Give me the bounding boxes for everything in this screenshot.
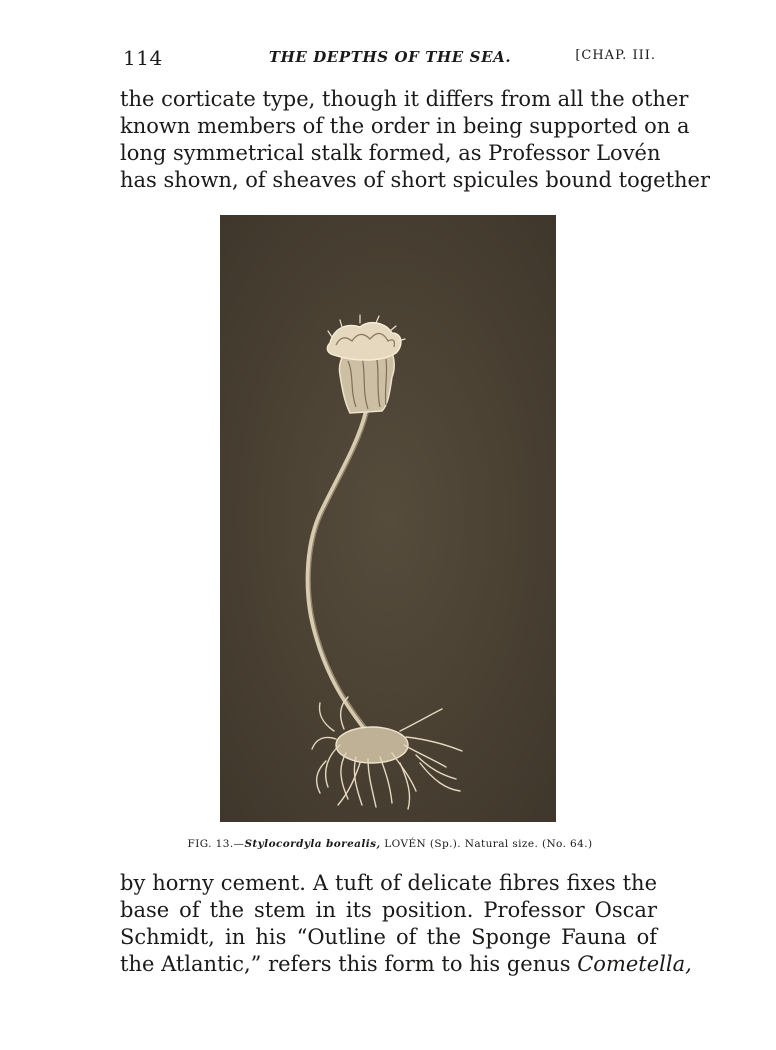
text-line: has shown, of sheaves of short spicules bound together (120, 168, 711, 192)
text-line: known members of the order in being supported on a (120, 114, 690, 138)
text-line: long symmetrical stalk formed, as Professor Lovén (120, 141, 661, 165)
sponge-engraving (220, 215, 556, 822)
text-line: base of the stem in its position. Professor Oscar (120, 898, 657, 922)
caption-species: Stylocordyla borealis, (244, 838, 381, 850)
text-line-content: the Atlantic,” refers this form to his genus (120, 952, 571, 976)
text-line (120, 951, 692, 978)
chapter-label: [CHAP. III. (575, 48, 656, 63)
page-number: 114 (123, 46, 163, 70)
paragraph-bottom (120, 870, 692, 978)
figure-caption (150, 838, 630, 850)
genus-name: Cometella, (577, 952, 692, 976)
running-head (120, 46, 660, 72)
text-line: the corticate type, though it differs from all the other (120, 87, 689, 111)
text-line: by horny cement. A tuft of delicate fibres fixes the (120, 871, 657, 895)
caption-label: FIG. 13.— (187, 838, 245, 850)
text-line: Schmidt, in his “Outline of the Sponge Fauna of (120, 925, 657, 949)
running-title: THE DEPTHS OF THE SEA. (268, 48, 512, 66)
caption-author: LOVÉN (384, 838, 427, 850)
figure-illustration (220, 215, 556, 822)
caption-details: (Sp.). Natural size. (No. 64.) (429, 838, 593, 850)
paragraph-top (120, 86, 711, 194)
